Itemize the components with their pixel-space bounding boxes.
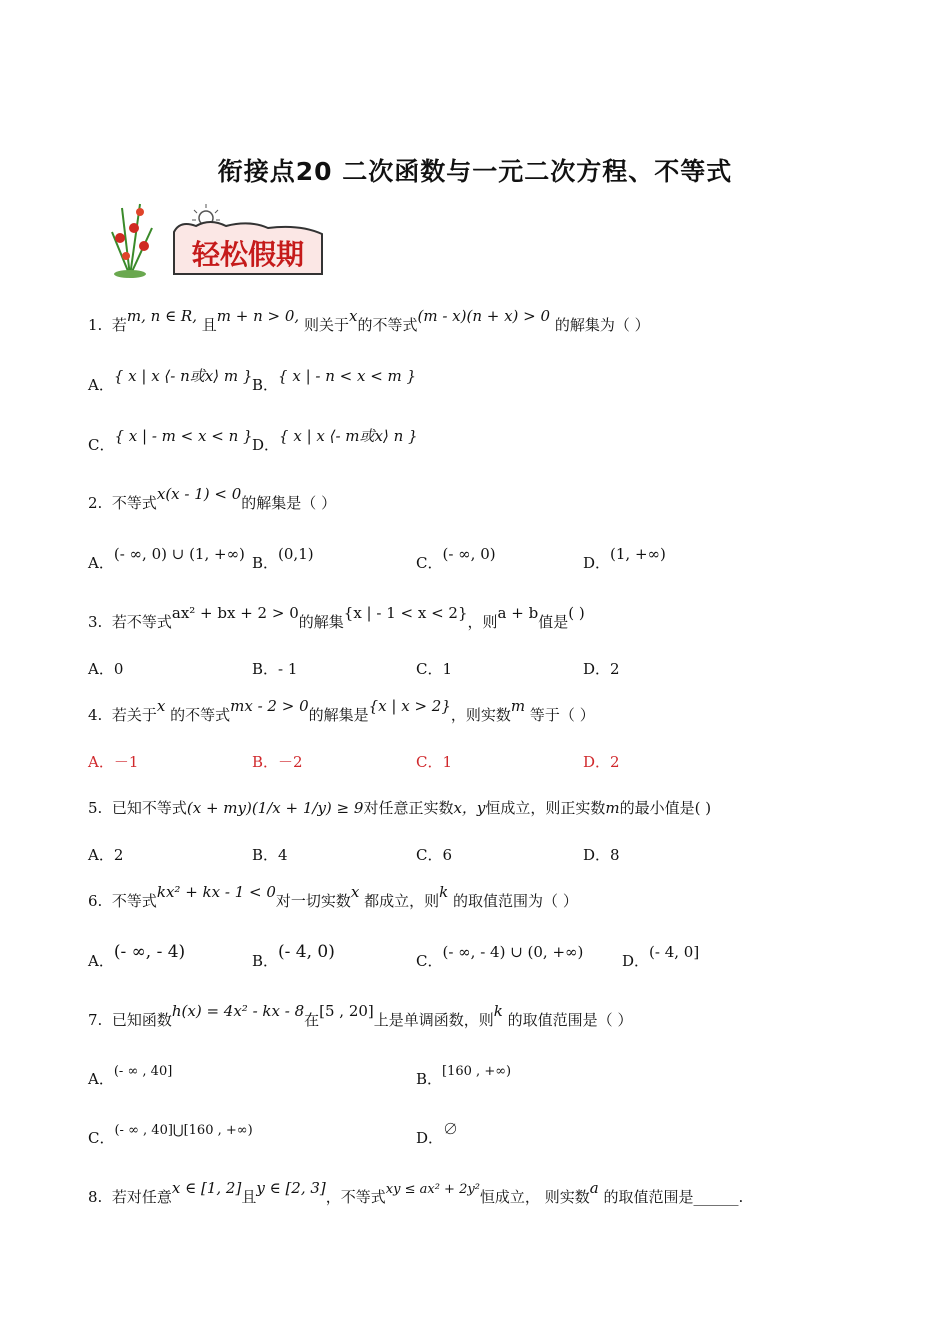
q6-option-b[interactable]: B．(- 4, 0) <box>252 942 335 970</box>
q3-option-d[interactable]: D．2 <box>583 660 620 678</box>
q6-option-d[interactable]: D．(- 4, 0] <box>622 943 700 970</box>
question-7: 7. 已知函数h(x) = 4x² - kx - 8在[5 , 20]上是单调函数，则k 的取值范围是（ ） <box>88 1002 633 1029</box>
holiday-banner <box>100 198 330 280</box>
q4-option-a[interactable]: A．－1 <box>88 753 139 771</box>
question-4: 4. 若关于x 的不等式mx - 2 > 0的解集是{x | x > 2}，则实数m 等于（ ） <box>88 697 595 724</box>
q5-option-d[interactable]: D．8 <box>583 846 620 864</box>
q3-option-c[interactable]: C．1 <box>416 660 453 678</box>
q5-option-b[interactable]: B．4 <box>252 846 288 864</box>
q4-option-c[interactable]: C．1 <box>416 753 453 771</box>
q2-option-b[interactable]: B．(0,1) <box>252 545 314 572</box>
q6-option-c[interactable]: C．(- ∞, - 4) ∪ (0, +∞) <box>416 943 584 970</box>
q6-option-a[interactable]: A．(- ∞, - 4) <box>88 942 186 970</box>
question-3: 3. 若不等式ax² + bx + 2 > 0的解集{x | - 1 < x < 2}，则a + b值是( ) <box>88 604 585 631</box>
question-8: 8. 若对任意x ∈ [1, 2]且y ∈ [2, 3]，不等式xy ≤ ax² + 2y²恒成立， 则实数a 的取值范围是______. <box>88 1179 744 1206</box>
q4-option-b[interactable]: B．－2 <box>252 753 303 771</box>
q1-option-c[interactable]: C．{ x | - m < x < n } <box>88 427 253 454</box>
question-5: 5. 已知不等式(x + my)(1/x + 1/y) ≥ 9对任意正实数x，y恒成立，则正实数m的最小值是( ) <box>88 799 712 817</box>
q7-option-c[interactable]: C．(- ∞ , 40]⋃[160 , +∞) <box>88 1123 253 1147</box>
page-title: 衔接点20 二次函数与一元二次方程、不等式 <box>217 157 733 186</box>
q3-option-a[interactable]: A．0 <box>88 660 124 678</box>
q2-option-a[interactable]: A．(- ∞, 0) ∪ (1, +∞) <box>88 545 245 572</box>
q1-option-a[interactable]: A．{ x | x ⟨- n或x⟩ m } <box>88 367 253 394</box>
banner-text: 轻松假期 <box>191 238 305 271</box>
q3-option-b[interactable]: B．- 1 <box>252 660 298 678</box>
q7-option-b[interactable]: B．[160 , +∞) <box>416 1064 512 1088</box>
q7-option-a[interactable]: A．(- ∞ , 40] <box>88 1064 173 1088</box>
q2-option-c[interactable]: C．(- ∞, 0) <box>416 545 496 572</box>
flower-plant-icon <box>112 204 152 278</box>
q1-option-b[interactable]: B．{ x | - n < x < m } <box>252 367 417 394</box>
q7-option-d[interactable]: D．∅ <box>416 1120 459 1147</box>
q2-option-d[interactable]: D．(1, +∞) <box>583 545 666 572</box>
q5-option-c[interactable]: C．6 <box>416 846 453 864</box>
q5-option-a[interactable]: A．2 <box>88 846 124 864</box>
question-2: 2. 不等式x(x - 1) < 0的解集是（ ） <box>88 485 337 512</box>
question-6: 6. 不等式kx² + kx - 1 < 0对一切实数x 都成立，则k 的取值范围为（ ） <box>88 883 578 910</box>
q1-option-d[interactable]: D．{ x | x ⟨- m或x⟩ n } <box>252 427 418 454</box>
q4-option-d[interactable]: D．2 <box>583 753 620 771</box>
question-1: 1. 若m, n ∈ R, 且m + n > 0, 则关于x的不等式(m - x)(n + x) > 0 的解集为（ ） <box>88 307 650 334</box>
